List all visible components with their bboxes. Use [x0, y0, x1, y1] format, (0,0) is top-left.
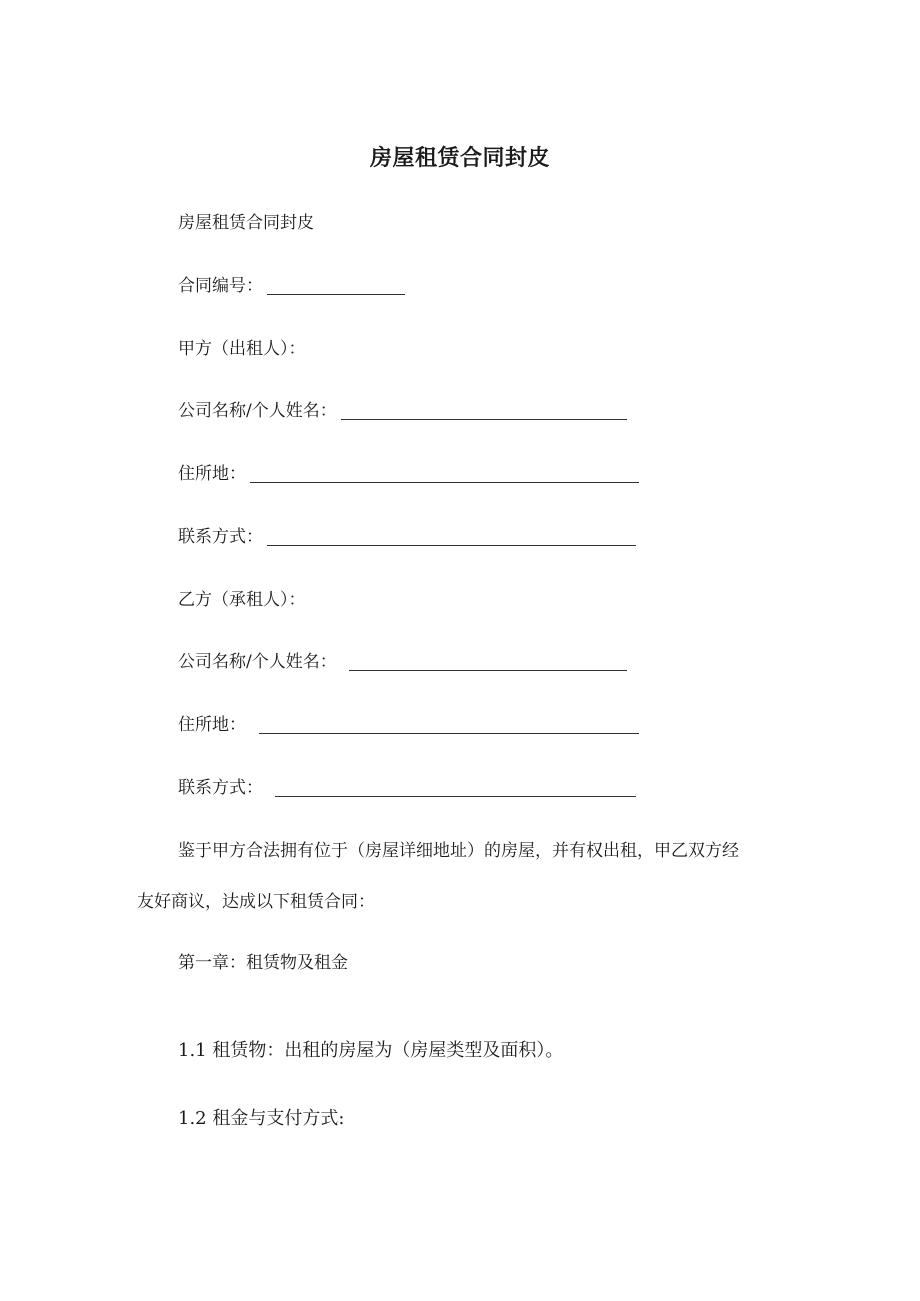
- contract-number-blank[interactable]: [267, 276, 405, 295]
- party-a-name-label: 公司名称/个人姓名：: [178, 401, 337, 421]
- party-b-address-label: 住所地：: [178, 715, 246, 735]
- party-b-name-blank[interactable]: [349, 652, 627, 671]
- cover-subtitle-text: 房屋租赁合同封皮: [178, 213, 314, 233]
- intro-paragraph: [137, 839, 797, 914]
- party-b-contact-blank[interactable]: [275, 778, 636, 797]
- clause-1-2-text: 1.2 租金与支付方式:: [178, 1108, 345, 1129]
- intro-paragraph-line-1: 鉴于甲方合法拥有位于（房屋详细地址）的房屋，并有权出租，甲乙双方经: [178, 841, 739, 861]
- document-title: 房屋租赁合同封皮: [369, 146, 550, 171]
- contract-number-label: 合同编号：: [178, 276, 263, 296]
- party-a-name-blank[interactable]: [341, 401, 627, 420]
- party-a-address-label: 住所地：: [178, 464, 246, 484]
- party-b-name-label: 公司名称/个人姓名：: [178, 652, 337, 672]
- party-b-address-row: [178, 713, 639, 737]
- party-b-name-row: [178, 650, 627, 674]
- party-a-heading: [178, 337, 306, 361]
- party-a-heading-text: 甲方（出租人）：: [178, 339, 306, 359]
- contract-number-row: [178, 274, 405, 298]
- party-b-address-blank[interactable]: [259, 715, 639, 734]
- party-a-address-blank[interactable]: [250, 464, 639, 483]
- clause-1-2: [178, 1107, 344, 1131]
- clause-1-1: [178, 1039, 563, 1063]
- party-b-heading: [178, 588, 306, 612]
- party-a-contact-label: 联系方式：: [178, 527, 263, 547]
- party-b-contact-label: 联系方式：: [178, 778, 263, 798]
- intro-paragraph-line-2: 友好商议，达成以下租赁合同：: [137, 892, 375, 912]
- party-a-address-row: [178, 462, 639, 486]
- party-a-contact-blank[interactable]: [267, 527, 636, 546]
- chapter-heading: [178, 951, 348, 975]
- clause-1-1-text: 1.1 租赁物：出租的房屋为（房屋类型及面积）。: [178, 1040, 564, 1061]
- party-a-contact-row: [178, 525, 636, 549]
- party-a-name-row: [178, 399, 627, 423]
- party-b-contact-row: [178, 776, 636, 800]
- party-b-heading-text: 乙方（承租人）：: [178, 590, 306, 610]
- chapter-heading-text: 第一章：租赁物及租金: [178, 953, 348, 973]
- cover-subtitle: [178, 211, 314, 235]
